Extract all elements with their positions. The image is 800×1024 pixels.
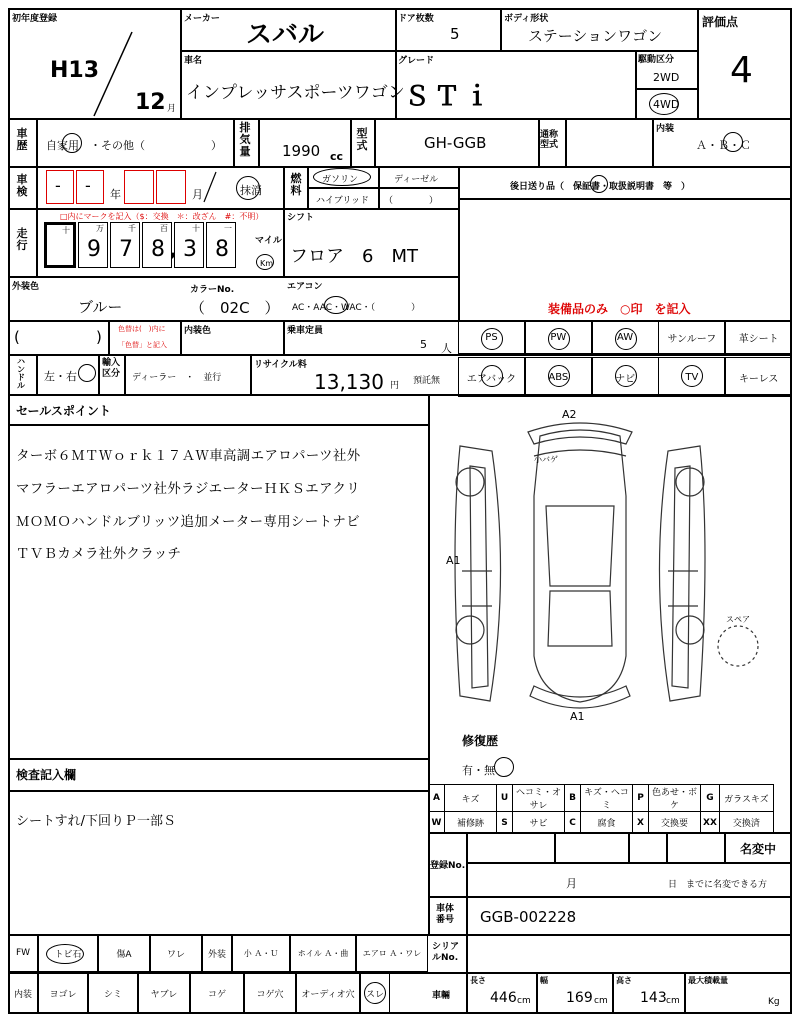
mark-a1-bottom: A1 xyxy=(570,710,585,723)
dim-label: 車輛 xyxy=(432,991,451,1001)
change-note-2: 「色替」と記入 xyxy=(118,341,167,349)
displacement: 1990 xyxy=(282,142,321,160)
type-label: 型式 xyxy=(356,127,368,152)
load-unit: Kg xyxy=(768,997,780,1007)
odometer-value-4: 3 xyxy=(183,237,197,262)
inspection-label: 車検 xyxy=(16,173,28,198)
int-wear-circle xyxy=(364,982,386,1004)
drive-2wd: 2WD xyxy=(653,71,680,84)
doors: 5 xyxy=(450,25,460,43)
change-note-1: 色替は( )内に xyxy=(118,325,166,333)
maker-label: メーカー xyxy=(184,14,220,24)
slash-divider xyxy=(90,30,140,120)
fw-label: FW xyxy=(8,934,38,972)
equipment-circle-5 xyxy=(481,365,503,387)
odometer-unit-4: 十 xyxy=(192,224,200,233)
int-item-3: コゲ xyxy=(190,972,244,1014)
unit-km: Km xyxy=(260,259,274,268)
recycle-note: 預託無 xyxy=(413,376,441,386)
odometer-value-5: 8 xyxy=(215,237,229,262)
equipment-circle-8 xyxy=(681,365,703,387)
dash-1: - xyxy=(55,176,61,195)
interior-b-circle xyxy=(723,132,743,152)
odometer-unit-5: 一 xyxy=(224,224,232,233)
recycle-fee: 13,130 xyxy=(314,370,384,394)
odometer-digit-4 xyxy=(174,222,204,268)
equipment-8: TV xyxy=(658,357,725,397)
fuel-hybrid: ハイブリッド xyxy=(316,196,370,206)
int-item-4: コゲ穴 xyxy=(244,972,296,1014)
repair-value: 有・無 xyxy=(462,764,495,777)
month-unit: 月 xyxy=(167,104,177,114)
equipment-0: PS xyxy=(458,320,525,354)
mileage-label: 走行 xyxy=(16,227,28,252)
handle-label: ハンドル xyxy=(17,357,25,390)
odometer-digit-2 xyxy=(110,222,140,268)
length-unit: cm xyxy=(517,996,531,1006)
grade: ＳＴｉ xyxy=(404,82,495,112)
odometer-value-3: 8 xyxy=(151,237,165,262)
repair-none-circle xyxy=(494,757,514,777)
maker: スバル xyxy=(246,20,325,50)
history-value: 自家用 ・その他（ ） xyxy=(46,139,222,152)
first-reg-label: 初年度登録 xyxy=(12,14,58,24)
mark-a2: A2 xyxy=(562,408,577,421)
fw-item-0: トビ石 xyxy=(38,934,98,972)
score-label: 評価点 xyxy=(702,15,739,29)
displacement-unit: cc xyxy=(330,150,344,163)
history-label: 車歴 xyxy=(16,127,28,152)
inspector-note: シートすれ/下回りＰ一部Ｓ xyxy=(16,814,176,829)
private-use-circle xyxy=(62,133,82,153)
model: インプレッサスポーツワゴン xyxy=(186,83,405,103)
equipment-3: サンルーフ xyxy=(658,320,725,354)
fuel-other: （ ） xyxy=(384,196,439,206)
capacity-unit: 人 xyxy=(441,342,452,355)
common-type-label: 通称型式 xyxy=(540,130,559,150)
reg-day-note: 日 までに名変できる方 xyxy=(668,880,768,890)
equipment-title: 装備品のみ ○印 を記入 xyxy=(548,302,691,316)
shift: フロア 6 MT xyxy=(290,246,418,267)
width: 169 xyxy=(566,990,593,1006)
drive-label: 駆動区分 xyxy=(638,55,675,65)
odometer-comma: , xyxy=(170,240,177,261)
length: 446 xyxy=(490,990,517,1006)
docs-label: 後日送り品（ 保証書・取扱説明書 等 ） xyxy=(510,182,691,192)
odometer-digit-1 xyxy=(78,222,108,268)
ac: AC・AAC・WAC・（ ） xyxy=(292,303,421,313)
chassis-label: 車体番号 xyxy=(436,904,455,925)
sales-line-2: マフラーエアロパーツ社外ラジエーターＨＫＳエアクリ xyxy=(16,481,361,497)
expired-label: 抹消 xyxy=(240,184,262,197)
doors-label: ドア枚数 xyxy=(398,14,434,24)
capacity: 5 xyxy=(420,338,427,351)
interior-label: 内装 xyxy=(656,124,675,134)
first-reg-month: 12 xyxy=(135,90,166,115)
month-unit-2: 月 xyxy=(192,188,203,201)
import: ディーラー ・ 並行 xyxy=(132,373,222,383)
int-item-6: スレ xyxy=(360,972,390,1014)
sales-line-4: ＴＶＢカメラ社外クラッチ xyxy=(16,546,182,562)
ext-label: 外装 xyxy=(202,934,232,972)
odometer-value-1: 9 xyxy=(87,237,101,262)
fw-item-2: ワレ xyxy=(150,934,202,972)
type: GH-GGB xyxy=(424,134,487,152)
year-unit: 年 xyxy=(110,188,121,201)
sales-line-3: ＭＯＭＯハンドルブリッツ追加メーター専用シートナビ xyxy=(16,514,360,530)
sales-points-label: セールスポイント xyxy=(16,404,111,418)
grade-label: グレード xyxy=(398,56,435,66)
unit-mile: マイル xyxy=(255,236,282,246)
mark-a1-left: A1 xyxy=(446,554,461,567)
equipment-7: ナビ xyxy=(592,357,659,397)
fw-item-1: 傷A xyxy=(98,934,150,972)
odometer-unit-2: 千 xyxy=(128,224,136,233)
gasoline-circle xyxy=(313,168,371,186)
odometer-digit-0 xyxy=(44,222,76,268)
drive-4wd: 4WD xyxy=(653,98,680,111)
fuel-gasoline: ガソリン xyxy=(322,175,359,185)
dash-2: - xyxy=(85,176,91,195)
equipment-circle-2 xyxy=(615,328,637,350)
paren-left: ( xyxy=(14,328,20,346)
score: 4 xyxy=(730,50,753,91)
reg-month: 月 xyxy=(566,877,577,890)
width-label: 幅 xyxy=(540,976,548,985)
color-label: 外装色 xyxy=(12,282,40,292)
height: 143 xyxy=(640,990,667,1006)
width-unit: cm xyxy=(594,996,608,1006)
odometer-unit-0: 十 xyxy=(62,226,70,235)
height-unit: cm xyxy=(666,996,680,1006)
repair-label: 修復歴 xyxy=(462,734,499,748)
expired-circle xyxy=(236,176,260,200)
equipment-5: エアバック xyxy=(458,357,525,397)
name-change: 名変中 xyxy=(740,842,777,856)
handle: 左・右 xyxy=(44,370,77,383)
sales-line-1: ターボ６ＭＴＷｏｒｋ１７ＡＷ車高調エアロパーツ社外 xyxy=(16,448,361,464)
odometer-unit-3: 百 xyxy=(160,224,168,233)
equipment-9: キーレス xyxy=(725,357,792,397)
int-item-2: ヤブレ xyxy=(138,972,190,1014)
body-label: ボディ形状 xyxy=(504,14,549,24)
int-item-1: シミ xyxy=(88,972,138,1014)
equipment-circle-1 xyxy=(548,328,570,350)
ext-aero: エアロ Ａ・ワレ xyxy=(356,934,428,972)
color-code-label: カラーNo. xyxy=(190,285,235,295)
inspection-month-box-1[interactable] xyxy=(124,170,154,204)
fuel-label: 燃料 xyxy=(290,172,302,197)
ac-label: エアコン xyxy=(287,282,323,292)
fuel-diesel: ディーゼル xyxy=(394,175,439,185)
equipment-circle-6 xyxy=(548,365,570,387)
inspection-month-box-2[interactable] xyxy=(156,170,186,204)
odometer-digit-5 xyxy=(206,222,236,268)
recycle-unit: 円 xyxy=(390,381,400,391)
serial-label: シリアルNo. xyxy=(432,942,460,963)
fw-chip-circle xyxy=(46,944,84,964)
int-item-5: オーディオ穴 xyxy=(296,972,360,1014)
slash-divider-2 xyxy=(200,170,220,204)
equipment-1: PW xyxy=(525,320,592,354)
color: ブルー xyxy=(78,298,123,316)
import-label: 輸入区分 xyxy=(102,358,121,379)
spare-label: スペア xyxy=(726,615,750,624)
odometer-value-2: 7 xyxy=(119,237,133,262)
equipment-circle-7 xyxy=(615,365,637,387)
length-label: 長さ xyxy=(470,976,486,985)
first-reg-year: H13 xyxy=(50,58,100,83)
recycle-label: リサイクル料 xyxy=(254,360,307,370)
car-damage-diagram xyxy=(430,396,790,726)
inspector-label: 検査記入欄 xyxy=(16,768,77,782)
registration-label: 登録No. xyxy=(430,861,466,871)
ext-wheel: ホイル Ａ・曲 xyxy=(290,934,356,972)
int-item-0: ヨゴレ xyxy=(38,972,88,1014)
drive-4wd-circle xyxy=(649,93,679,115)
right-handle-circle xyxy=(78,364,96,382)
capacity-label: 乗車定員 xyxy=(287,326,324,336)
model-label: 車名 xyxy=(184,56,203,66)
diagram-note: 小バゲ xyxy=(534,455,558,464)
body-shape: ステーションワゴン xyxy=(528,27,663,45)
paren-right: ) xyxy=(96,328,102,346)
equipment-6: ABS xyxy=(525,357,592,397)
mileage-note: □内にマークを記入（$：交換 ＊：改ざん #：不明） xyxy=(60,212,264,221)
odometer-digit-3 xyxy=(142,222,172,268)
aac-circle xyxy=(324,296,348,314)
warranty-circle xyxy=(590,175,608,193)
equipment-2: AW xyxy=(592,320,659,354)
chassis: GGB-002228 xyxy=(480,908,577,926)
shift-label: シフト xyxy=(287,213,315,223)
int-label: 内装 xyxy=(8,972,38,1014)
equipment-4: 革シート xyxy=(725,320,792,354)
interior-grade: Ａ・Ｂ・Ｃ xyxy=(696,139,751,152)
km-circle xyxy=(256,254,274,270)
displacement-label: 排気量 xyxy=(239,121,251,158)
odometer-unit-1: 万 xyxy=(96,224,104,233)
color-code: （ 02C ） xyxy=(190,299,280,317)
equipment-circle-0 xyxy=(481,328,503,350)
load-label: 最大積載量 xyxy=(688,976,728,985)
damage-legend: A キズ U ヘコミ・オサレ B キズ・ヘコミ P 色あせ・ボケ G ガラスキズ W 補修跡 S サビ C 腐食 X 交換要 XX 交換済 xyxy=(428,784,774,834)
height-label: 高さ xyxy=(616,976,632,985)
interior-color-label: 内装色 xyxy=(184,326,212,336)
ext-small: 小 Ａ・Ｕ xyxy=(232,934,290,972)
